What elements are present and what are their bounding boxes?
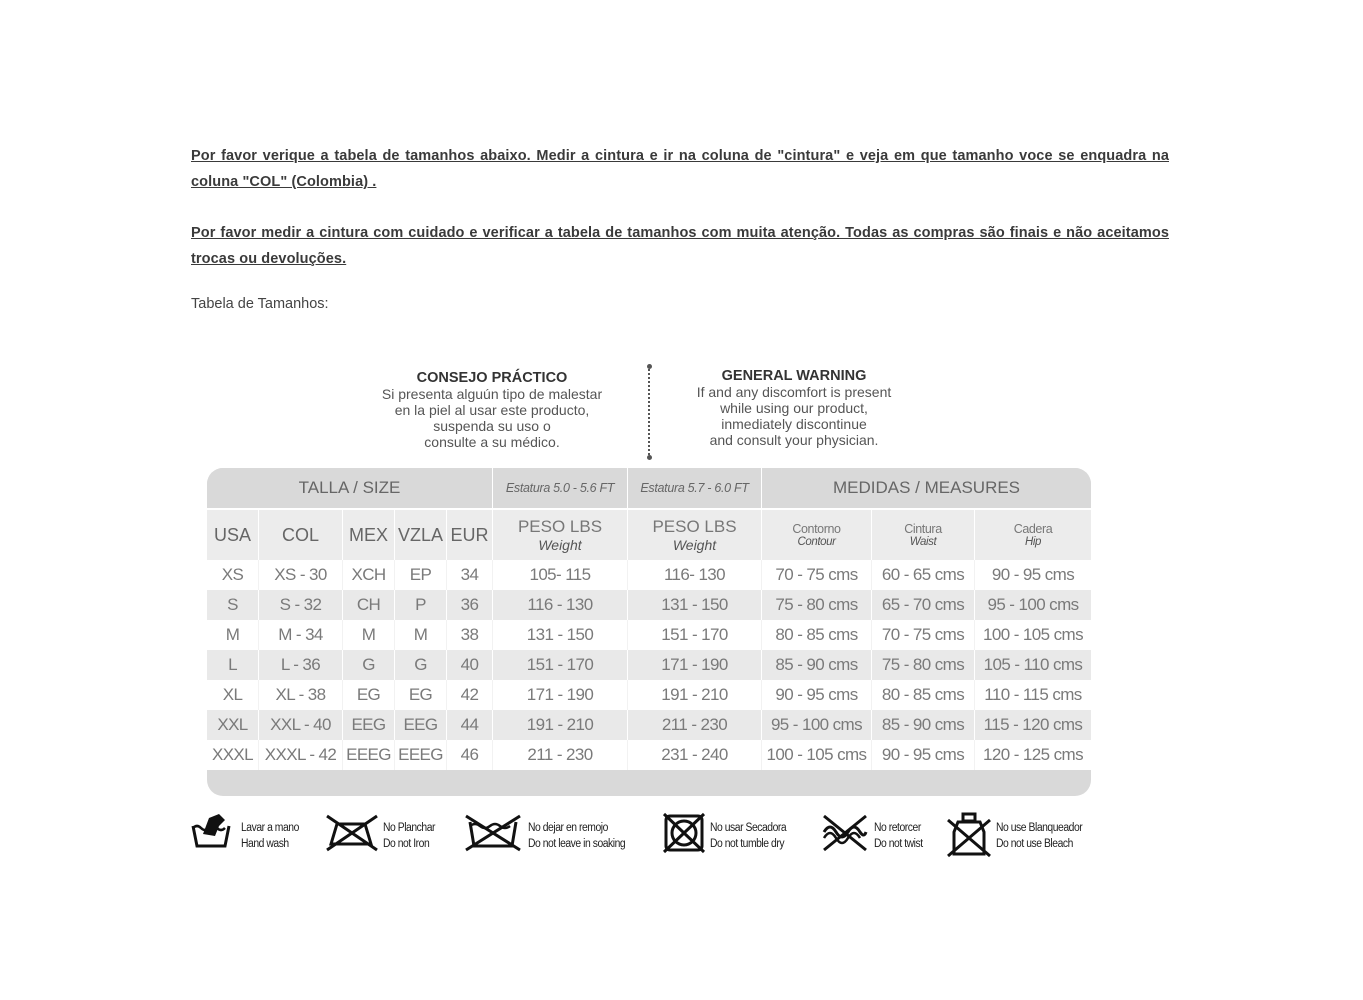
- cell-mex: M: [343, 620, 395, 650]
- table-row: [207, 740, 1091, 770]
- cell-weight-1: 211 - 230: [493, 740, 628, 770]
- size-table: [207, 468, 1091, 796]
- col-header-weight-2: [628, 508, 762, 560]
- warning-es-line: Si presenta alguún tipo de malestar: [381, 386, 603, 402]
- cell-usa: XS: [207, 560, 259, 590]
- cell-eur: 40: [447, 650, 493, 680]
- waist-sub: Waist: [909, 536, 937, 548]
- weight-2-sub: Weight: [672, 537, 717, 553]
- cell-mex: CH: [343, 590, 395, 620]
- cell-weight-2: 131 - 150: [628, 590, 762, 620]
- care-text: [996, 820, 1082, 852]
- care-es: No usar Secadora: [710, 822, 787, 834]
- weight-2-label: PESO LBS: [652, 517, 737, 536]
- cell-vzla: P: [395, 590, 447, 620]
- contour-sub: Contour: [797, 536, 836, 548]
- cell-hip: 90 - 95 cms: [975, 560, 1091, 590]
- hip-label: Cadera: [1013, 522, 1053, 536]
- cell-eur: 42: [447, 680, 493, 710]
- care-en: Do not twist: [874, 838, 923, 850]
- cell-contour: 85 - 90 cms: [762, 650, 872, 680]
- cell-vzla: M: [395, 620, 447, 650]
- warning-en-line: If and any discomfort is present: [696, 384, 892, 400]
- hip-sub: Hip: [1024, 536, 1042, 548]
- table-row: [207, 680, 1091, 710]
- cell-waist: 85 - 90 cms: [872, 710, 975, 740]
- cell-hip: 95 - 100 cms: [975, 590, 1091, 620]
- cell-weight-2: 116- 130: [628, 560, 762, 590]
- no-bleach-icon: [946, 812, 992, 858]
- col-header-weight-1: [493, 508, 628, 560]
- cell-hip: 115 - 120 cms: [975, 710, 1091, 740]
- table-row: [207, 560, 1091, 590]
- cell-weight-2: 211 - 230: [628, 710, 762, 740]
- cell-eur: 34: [447, 560, 493, 590]
- warning-en-line: and consult your physician.: [709, 432, 879, 448]
- care-en: Do not Iron: [383, 838, 430, 850]
- cell-col: XL - 38: [259, 680, 343, 710]
- table-row: [207, 620, 1091, 650]
- col-header-contour: [762, 508, 872, 560]
- no-wring-icon: [820, 812, 870, 852]
- cell-waist: 60 - 65 cms: [872, 560, 975, 590]
- col-header-col: COL: [259, 508, 343, 560]
- cell-mex: G: [343, 650, 395, 680]
- cell-eur: 38: [447, 620, 493, 650]
- warning-en-title: GENERAL WARNING: [721, 368, 867, 384]
- care-es: No retorcer: [874, 822, 921, 834]
- height-group-header-1: Estatura 5.0 - 5.6 FT: [493, 468, 628, 508]
- cell-col: XXXL - 42: [259, 740, 343, 770]
- instruction-paragraph-2: Por favor medir a cintura com cuidado e verificar a tabela de tamanhos com muita atenção. Todas as compras são finais e não aceitamos trocas ou devoluções.: [191, 225, 1169, 267]
- cell-waist: 65 - 70 cms: [872, 590, 975, 620]
- care-text: [241, 820, 299, 852]
- cell-weight-2: 151 - 170: [628, 620, 762, 650]
- warning-spanish: [372, 370, 612, 450]
- cell-usa: XL: [207, 680, 259, 710]
- cell-contour: 95 - 100 cms: [762, 710, 872, 740]
- cell-col: S - 32: [259, 590, 343, 620]
- col-header-mex: MEX: [343, 508, 395, 560]
- cell-mex: EEEG: [343, 740, 395, 770]
- cell-col: M - 34: [259, 620, 343, 650]
- cell-hip: 110 - 115 cms: [975, 680, 1091, 710]
- warning-english: [678, 368, 910, 448]
- col-header-hip: [975, 508, 1091, 560]
- table-row: [207, 590, 1091, 620]
- cell-vzla: EG: [395, 680, 447, 710]
- col-header-waist: [872, 508, 975, 560]
- height-group-header-2: Estatura 5.7 - 6.0 FT: [628, 468, 762, 508]
- cell-contour: 100 - 105 cms: [762, 740, 872, 770]
- care-text: [874, 820, 923, 852]
- size-group-header: TALLA / SIZE: [207, 468, 493, 508]
- warning-en-line: while using our product,: [720, 400, 868, 416]
- measures-group-header: MEDIDAS / MEASURES: [762, 468, 1091, 508]
- cell-mex: EEG: [343, 710, 395, 740]
- cell-mex: XCH: [343, 560, 395, 590]
- cell-contour: 80 - 85 cms: [762, 620, 872, 650]
- col-header-vzla: VZLA: [395, 508, 447, 560]
- cell-weight-1: 105- 115: [493, 560, 628, 590]
- cell-vzla: EEG: [395, 710, 447, 740]
- care-en: Do not leave in soaking: [528, 838, 626, 850]
- no-soak-icon: [464, 812, 522, 852]
- cell-weight-1: 171 - 190: [493, 680, 628, 710]
- cell-col: XXL - 40: [259, 710, 343, 740]
- warning-es-line: consulte a su médico.: [424, 434, 560, 450]
- col-header-eur: EUR: [447, 508, 493, 560]
- cell-usa: M: [207, 620, 259, 650]
- care-text: [710, 820, 786, 852]
- cell-hip: 100 - 105 cms: [975, 620, 1091, 650]
- cell-waist: 80 - 85 cms: [872, 680, 975, 710]
- cell-waist: 90 - 95 cms: [872, 740, 975, 770]
- table-caption: Tabela de Tamanhos:: [191, 296, 329, 312]
- cell-vzla: EEEG: [395, 740, 447, 770]
- care-en: Do not tumble dry: [710, 838, 785, 850]
- cell-waist: 75 - 80 cms: [872, 650, 975, 680]
- cell-usa: XXXL: [207, 740, 259, 770]
- warning-es-title: CONSEJO PRÁCTICO: [416, 370, 568, 386]
- cell-vzla: EP: [395, 560, 447, 590]
- cell-contour: 70 - 75 cms: [762, 560, 872, 590]
- cell-weight-2: 231 - 240: [628, 740, 762, 770]
- care-en: Hand wash: [241, 838, 289, 850]
- care-en: Do not use Bleach: [996, 838, 1073, 850]
- cell-eur: 36: [447, 590, 493, 620]
- table-row: [207, 710, 1091, 740]
- warning-divider: [648, 366, 650, 458]
- cell-usa: L: [207, 650, 259, 680]
- cell-col: L - 36: [259, 650, 343, 680]
- warning-en-line: inmediately discontinue: [721, 416, 867, 432]
- cell-contour: 90 - 95 cms: [762, 680, 872, 710]
- col-header-usa: USA: [207, 508, 259, 560]
- hand-wash-icon: [191, 812, 235, 854]
- contour-label: Contorno: [792, 522, 841, 536]
- cell-mex: EG: [343, 680, 395, 710]
- cell-contour: 75 - 80 cms: [762, 590, 872, 620]
- cell-eur: 46: [447, 740, 493, 770]
- cell-eur: 44: [447, 710, 493, 740]
- cell-weight-2: 191 - 210: [628, 680, 762, 710]
- no-iron-icon: [325, 812, 379, 852]
- weight-1-label: PESO LBS: [517, 517, 603, 536]
- warning-es-line: suspenda su uso o: [433, 418, 551, 434]
- care-es: No Planchar: [383, 822, 436, 834]
- weight-1-sub: Weight: [538, 537, 582, 553]
- cell-hip: 120 - 125 cms: [975, 740, 1091, 770]
- care-es: No use Blanqueador: [996, 822, 1083, 834]
- waist-label: Cintura: [904, 522, 942, 536]
- cell-weight-2: 171 - 190: [628, 650, 762, 680]
- cell-weight-1: 131 - 150: [493, 620, 628, 650]
- no-tumble-dry-icon: [662, 812, 706, 854]
- cell-weight-1: 116 - 130: [493, 590, 628, 620]
- care-text: [383, 820, 435, 852]
- cell-col: XS - 30: [259, 560, 343, 590]
- care-es: No dejar en remojo: [528, 822, 608, 834]
- table-row: [207, 650, 1091, 680]
- cell-waist: 70 - 75 cms: [872, 620, 975, 650]
- cell-weight-1: 191 - 210: [493, 710, 628, 740]
- cell-usa: S: [207, 590, 259, 620]
- care-es: Lavar a mano: [241, 822, 299, 834]
- cell-vzla: G: [395, 650, 447, 680]
- cell-hip: 105 - 110 cms: [975, 650, 1091, 680]
- warning-es-line: en la piel al usar este producto,: [394, 402, 590, 418]
- cell-usa: XXL: [207, 710, 259, 740]
- care-text: [528, 820, 625, 852]
- instruction-paragraph-1: Por favor verique a tabela de tamanhos abaixo. Medir a cintura e ir na coluna de "cintura" e veja em que tamanho voce se enquadra na coluna "COL" (Colombia) .: [191, 148, 1169, 190]
- cell-weight-1: 151 - 170: [493, 650, 628, 680]
